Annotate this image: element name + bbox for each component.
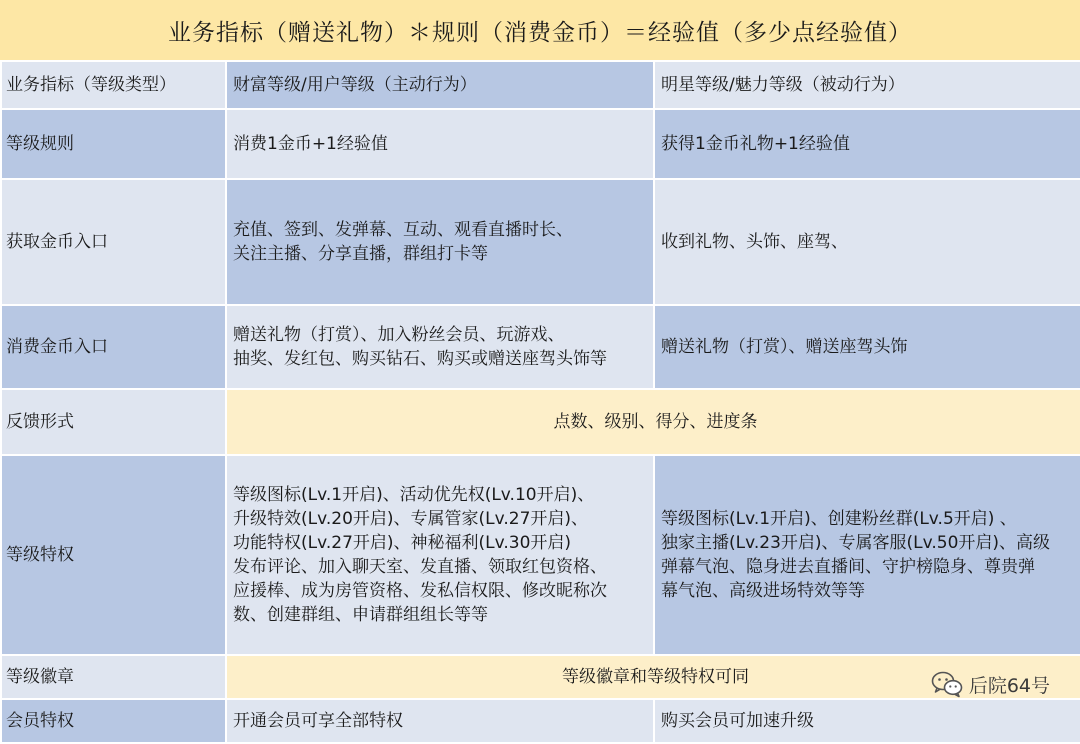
- row-label: 会员特权: [1, 699, 226, 743]
- cell-line: 等级图标(Lv.1开启)、创建粉丝群(Lv.5开启) 、: [661, 509, 1017, 529]
- row-label: 反馈形式: [1, 389, 226, 455]
- cell-active: 消费1金币+1经验值: [226, 109, 654, 179]
- cell-line: 关注主播、分享直播，群组打卡等: [233, 244, 488, 264]
- cell-line: 抽奖、发红包、购买钻石、购买或赠送座驾头饰等: [233, 349, 607, 369]
- cell-active: 财富等级/用户等级（主动行为）: [226, 61, 654, 109]
- cell-line: 弹幕气泡、隐身进去直播间、守护榜隐身、尊贵弹: [661, 557, 1035, 577]
- level-table: [0, 60, 1080, 744]
- table-row-header: [1, 61, 1080, 109]
- table-row-earn: [1, 179, 1080, 305]
- merged-cell: 等级徽章和等级特权可同: [226, 655, 1080, 699]
- cell-line: 功能特权(Lv.27开启)、神秘福利(Lv.30开启): [233, 533, 572, 553]
- cell-line: 幕气泡、高级进场特效等等: [661, 581, 865, 601]
- cell-active: 开通会员可享全部特权: [226, 699, 654, 743]
- table-row-member: [1, 699, 1080, 743]
- table-row-badge: [1, 655, 1080, 699]
- cell-active: [226, 305, 654, 389]
- merged-cell: 点数、级别、得分、进度条: [226, 389, 1080, 455]
- cell-passive: 明星等级/魅力等级（被动行为）: [654, 61, 1080, 109]
- cell-passive: 收到礼物、头饰、座驾、: [654, 179, 1080, 305]
- watermark: [931, 670, 1050, 698]
- row-label: 获取金币入口: [1, 179, 226, 305]
- table-row-spend: [1, 305, 1080, 389]
- cell-line: 等级图标(Lv.1开启)、活动优先权(Lv.10开启)、: [233, 485, 595, 505]
- cell-line: 数、创建群组、申请群组组长等等: [233, 605, 488, 625]
- cell-line: 应援棒、成为房管资格、发私信权限、修改昵称次: [233, 581, 607, 601]
- cell-line: 升级特效(Lv.20开启)、专属管家(Lv.27开启)、: [233, 509, 589, 529]
- row-label: 等级徽章: [1, 655, 226, 699]
- page-title: 业务指标（赠送礼物）＊规则（消费金币）＝经验值（多少点经验值）: [0, 0, 1080, 60]
- table-row-privilege: [1, 455, 1080, 655]
- cell-active: [226, 179, 654, 305]
- cell-passive: 购买会员可加速升级: [654, 699, 1080, 743]
- cell-passive: 获得1金币礼物+1经验值: [654, 109, 1080, 179]
- row-label: 消费金币入口: [1, 305, 226, 389]
- cell-passive: 赠送礼物（打赏）、赠送座驾头饰: [654, 305, 1080, 389]
- row-label: 业务指标（等级类型）: [1, 61, 226, 109]
- cell-active: [226, 455, 654, 655]
- wechat-icon: [931, 670, 963, 698]
- row-label: 等级规则: [1, 109, 226, 179]
- table-row-feedback: [1, 389, 1080, 455]
- cell-line: 充值、签到、发弹幕、互动、观看直播时长、: [233, 220, 573, 240]
- cell-line: 赠送礼物（打赏）、加入粉丝会员、玩游戏、: [233, 325, 565, 345]
- table-row-rule: [1, 109, 1080, 179]
- cell-line: 发布评论、加入聊天室、发直播、领取红包资格、: [233, 557, 607, 577]
- watermark-text: 后院64号: [968, 674, 1050, 697]
- cell-line: 独家主播(Lv.23开启)、专属客服(Lv.50开启)、高级: [661, 533, 1051, 553]
- row-label: 等级特权: [1, 455, 226, 655]
- cell-passive: [654, 455, 1080, 655]
